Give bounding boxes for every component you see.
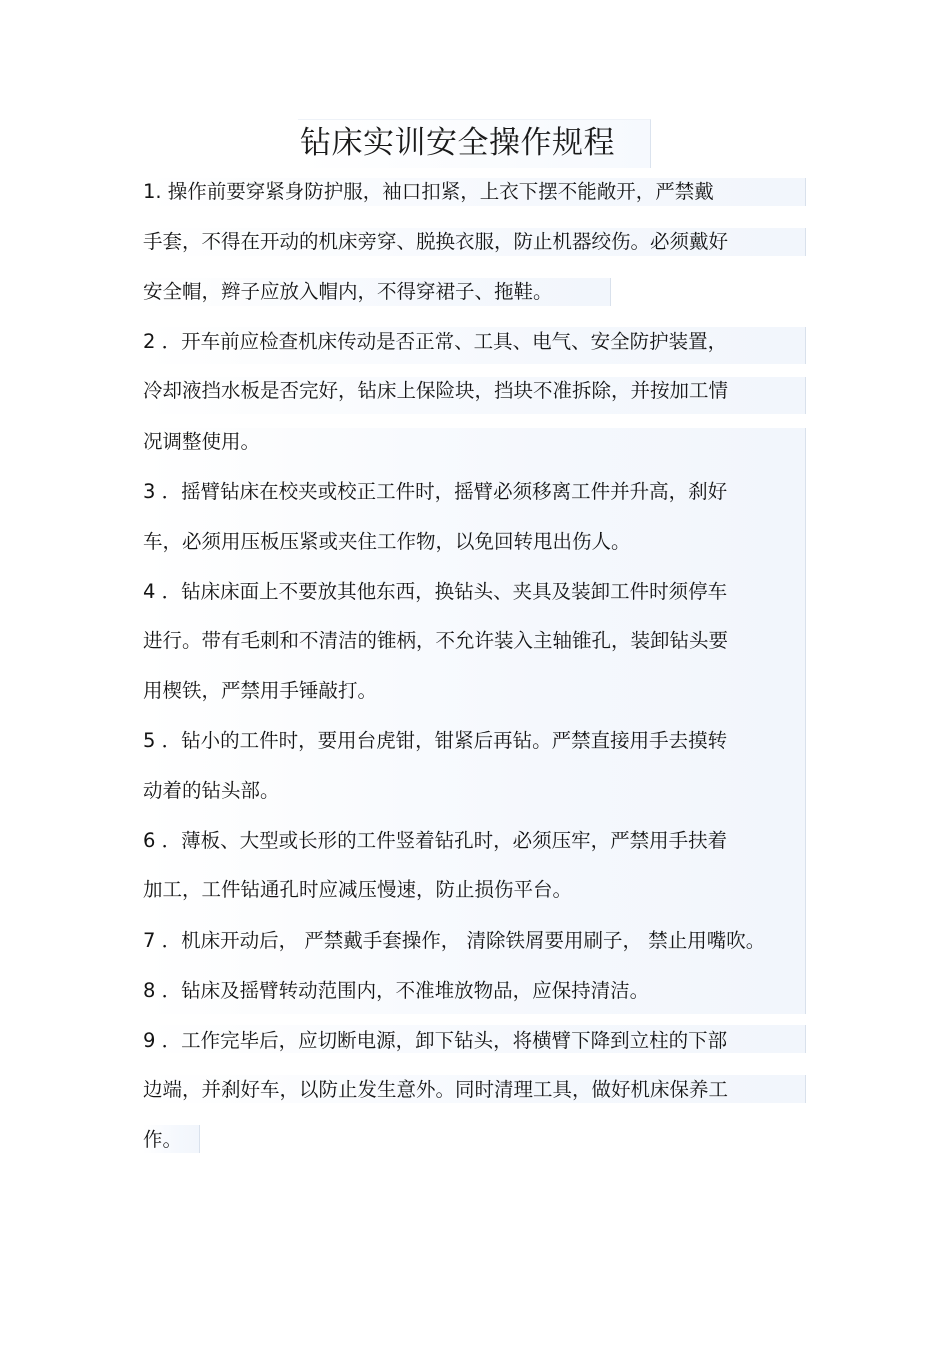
body-line: 9 ．工作完毕后，应切断电源，卸下钻头，将横臂下降到立柱的下部 xyxy=(143,1029,728,1052)
body-line: 8 ．钻床及摇臂转动范围内，不准堆放物品，应保持清洁。 xyxy=(143,979,650,1002)
body-line: 况调整使用。 xyxy=(143,430,261,453)
body-line: 7 ．机床开动后， 严禁戴手套操作， 清除铁屑要用刷子， 禁止用嘴吹。 xyxy=(143,929,766,952)
body-line: 6 ．薄板、大型或长形的工件竖着钻孔时，必须压牢，严禁用手扶着 xyxy=(143,829,728,852)
body-line: 手套，不得在开动的机床旁穿、脱换衣服，防止机器绞伤。必须戴好 xyxy=(143,230,729,253)
body-line: 用楔铁，严禁用手锤敲打。 xyxy=(143,679,378,702)
body-line: 加工，工件钻通孔时应减压慢速，防止损伤平台。 xyxy=(143,878,573,901)
body-line: 4 ．钻床床面上不要放其他东西，换钻头、夹具及装卸工件时须停车 xyxy=(143,580,728,603)
body-line: 5 ．钻小的工件时，要用台虎钳，钳紧后再钻。严禁直接用手去摸转 xyxy=(143,729,728,752)
body-line: 动着的钻头部。 xyxy=(143,779,280,802)
body-line: 3 ．摇臂钻床在校夹或校正工件时，摇臂必须移离工件并升高，刹好 xyxy=(143,480,728,503)
body-line: 进行。带有毛刺和不清洁的锥柄，不允许装入主轴锥孔，装卸钻头要 xyxy=(143,629,729,652)
body-line: 冷却液挡水板是否完好，钻床上保险块，挡块不准拆除，并按加工情 xyxy=(143,379,729,402)
body-line: 安全帽，辫子应放入帽内，不得穿裙子、拖鞋。 xyxy=(143,280,553,303)
document-title: 钻床实训安全操作规程 xyxy=(300,125,615,161)
body-line: 1. 操作前要穿紧身防护服，袖口扣紧，上衣下摆不能敞开，严禁戴 xyxy=(143,180,714,203)
body-line: 边端，并刹好车，以防止发生意外。同时清理工具，做好机床保养工 xyxy=(143,1078,729,1101)
body-line: 车，必须用压板压紧或夹住工作物，以免回转甩出伤人。 xyxy=(143,530,631,553)
body-line: 作。 xyxy=(143,1128,183,1151)
body-line: 2 ．开车前应检查机床传动是否正常、工具、电气、安全防护装置， xyxy=(143,330,728,353)
